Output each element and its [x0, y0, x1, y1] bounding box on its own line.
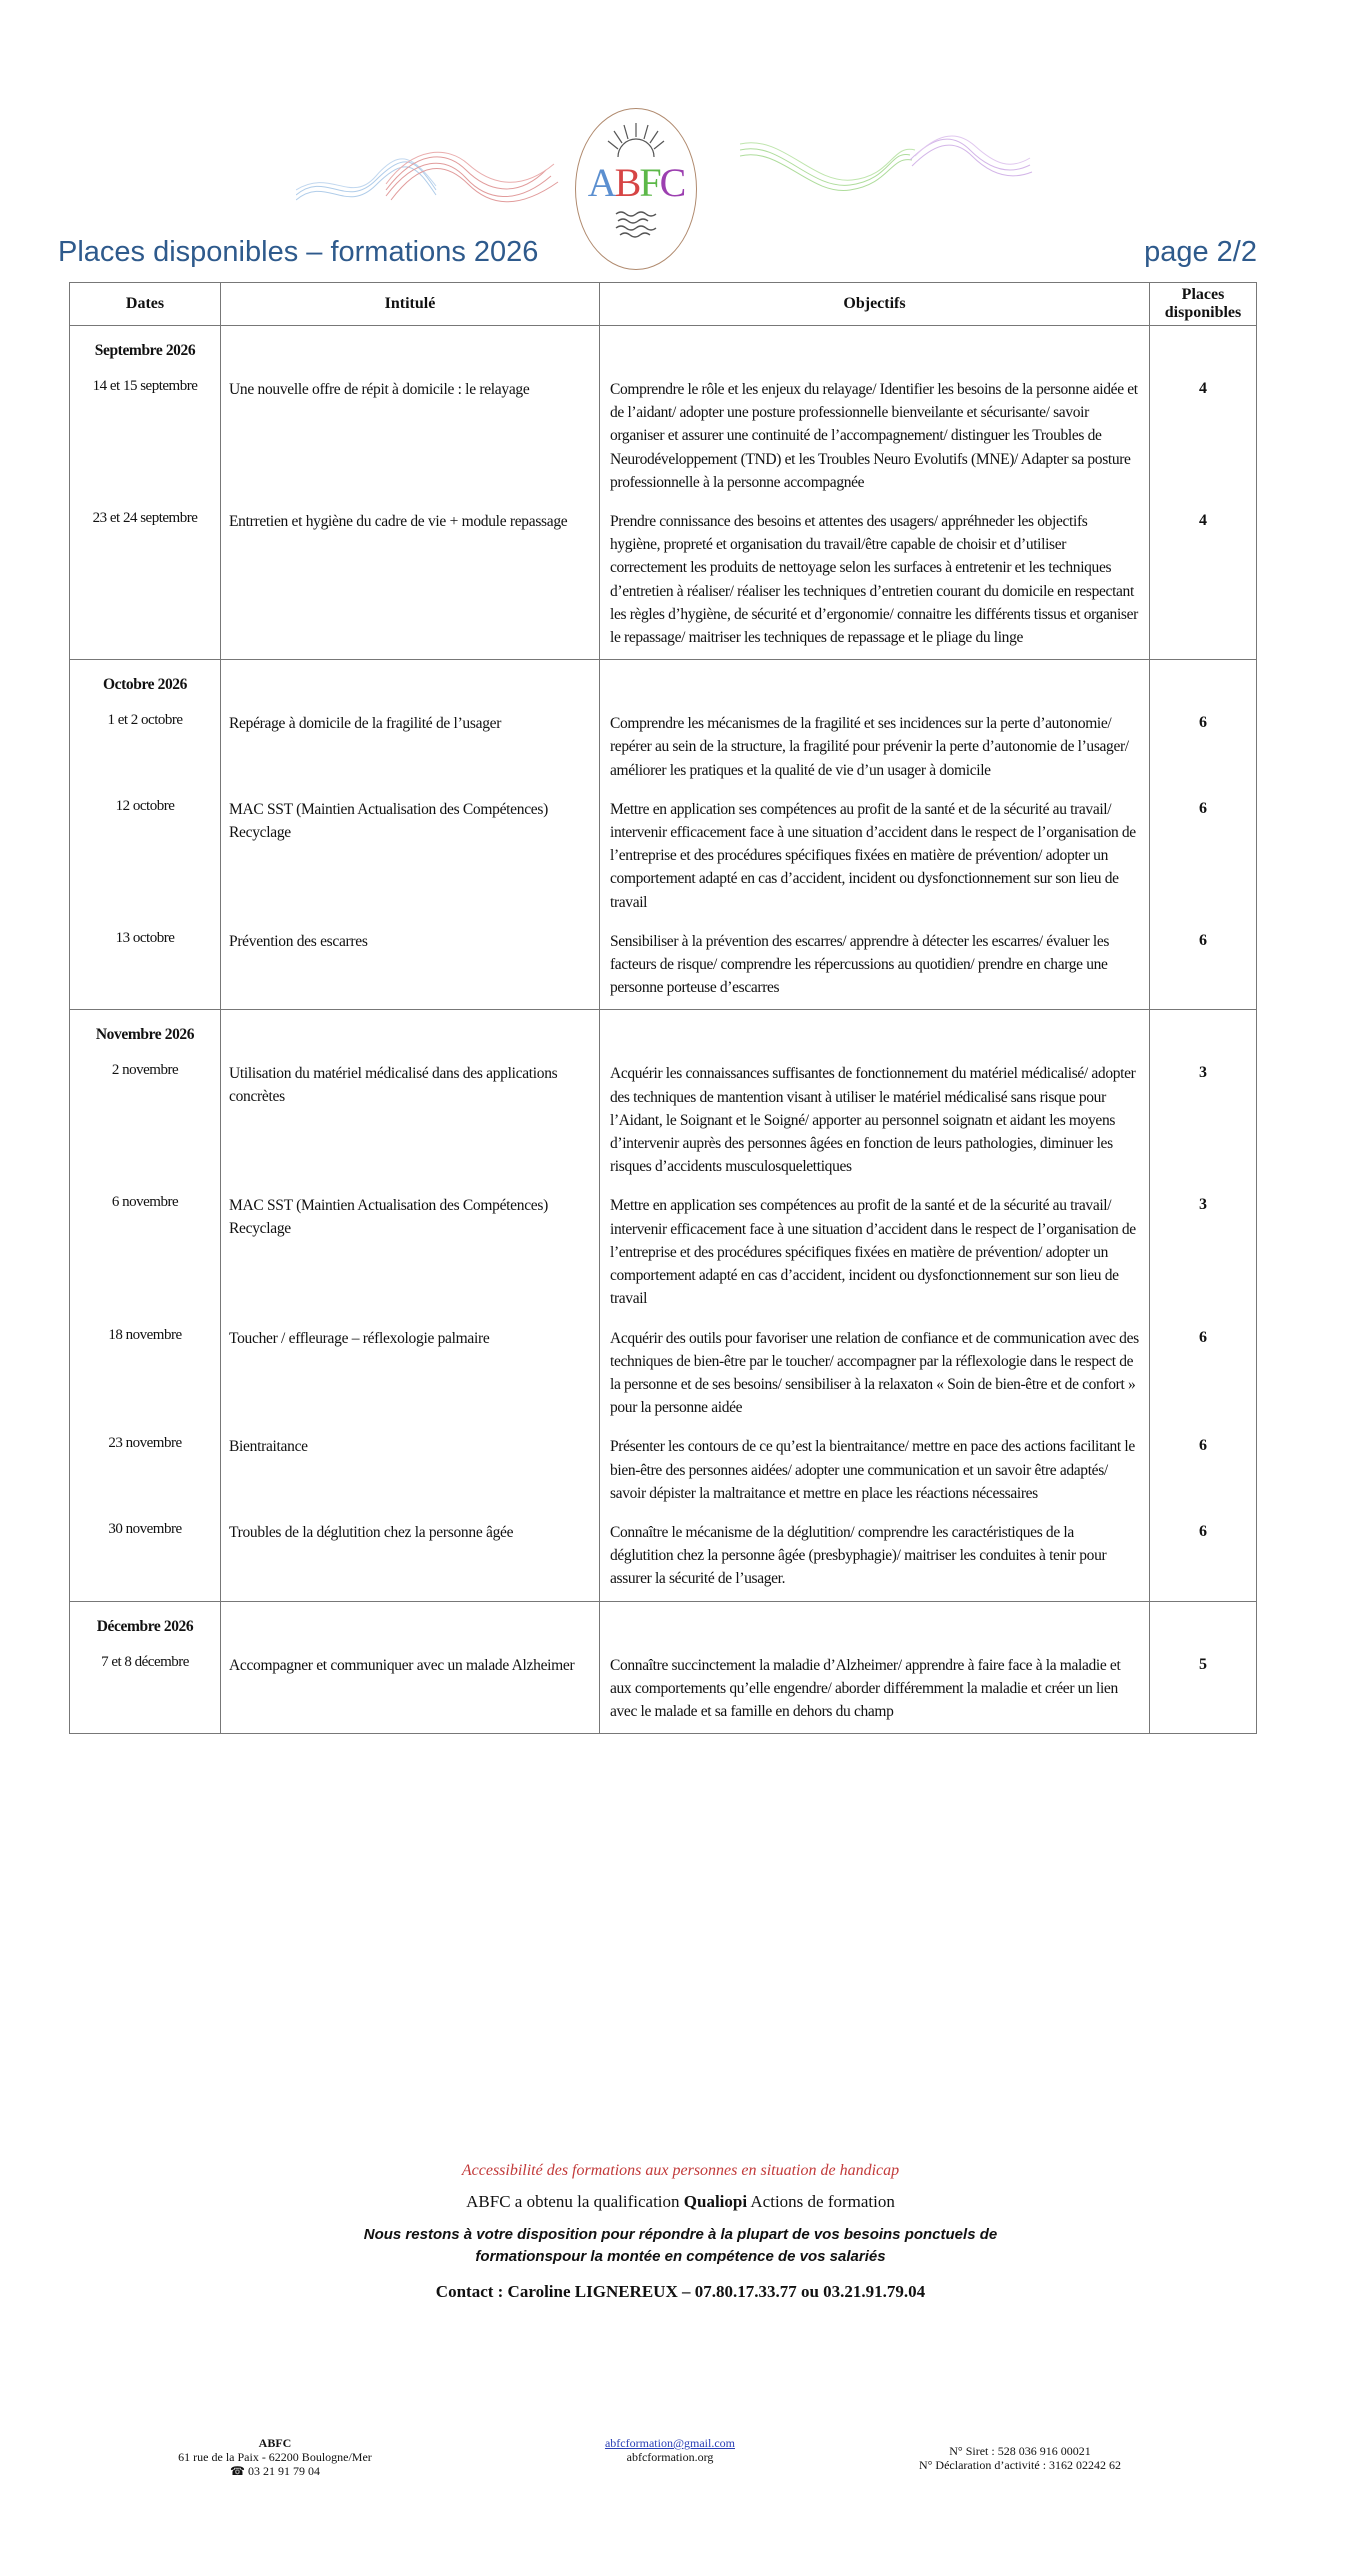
qualiopi-note	[0, 2192, 1361, 2212]
objectifs-cell	[600, 1188, 1150, 1320]
intitule-cell	[221, 372, 600, 504]
available-places: 3	[1199, 1064, 1207, 1082]
footer-email-link[interactable]: abfcformation@gmail.com	[604, 2436, 735, 2450]
places-cell	[1150, 792, 1257, 924]
qualiopi-label: Qualiopi	[683, 2192, 748, 2211]
footer-siret: N° Siret : 528 036 916 00021	[949, 2444, 1091, 2458]
training-title: Prévention des escarres	[229, 932, 368, 950]
disposition-note	[341, 2224, 1021, 2268]
column-header-places: Places disponibles	[1150, 283, 1257, 326]
table-row	[70, 792, 1257, 924]
training-title: Troubles de la déglutition chez la personne âgée	[229, 1523, 514, 1541]
training-objectives: Connaître le mécanisme de la déglutition/ comprendre les caractéristiques de la déglutition chez la personne âgée (presbyphagie)/ maitriser les conduites à tenir pour assurer la sécurité de l’usager.	[610, 1523, 1107, 1588]
training-date: 18 novembre	[108, 1326, 182, 1343]
sun-icon	[606, 123, 666, 157]
intitule-cell	[221, 1429, 600, 1515]
empty-cell	[600, 1601, 1150, 1648]
contact-line: Contact : Caroline LIGNEREUX – 07.80.17.33.77 ou 03.21.91.79.04	[435, 2282, 926, 2301]
column-header-dates: Dates	[70, 283, 221, 326]
training-date: 13 octobre	[115, 929, 175, 946]
intitule-cell	[221, 1056, 600, 1188]
intitule-cell	[221, 792, 600, 924]
available-places: 6	[1199, 714, 1207, 732]
date-cell	[70, 792, 221, 924]
training-date: 1 et 2 octobre	[107, 712, 183, 729]
training-objectives: Acquérir des outils pour favoriser une relation de confiance et de communication avec des techniques de bien-être par le toucher/ accompagner par la réflexologie dans le respect de la personne et de ses besoins/ sensibiliser à la relaxaton « Soin de bien-être et de confort » pour la personne aidée	[610, 1329, 1139, 1417]
month-cell	[70, 660, 221, 707]
places-cell	[1150, 924, 1257, 1010]
footer-declaration: N° Déclaration d’activité : 3162 02242 62	[918, 2458, 1122, 2472]
available-places: 6	[1199, 1328, 1207, 1346]
abfc-logo	[575, 108, 697, 270]
available-places: 6	[1199, 1522, 1207, 1540]
month-cell	[70, 1601, 221, 1648]
date-cell	[70, 1429, 221, 1515]
date-cell	[70, 372, 221, 504]
available-places: 5	[1199, 1655, 1207, 1673]
empty-cell	[600, 660, 1150, 707]
month-label: Septembre 2026	[94, 342, 196, 359]
training-objectives: Mettre en application ses compétences au profit de la santé et de la sécurité au travail/ intervenir efficacement face à une situation d’accident dans le respect de l’organisation de l’entreprise et des procédures spécifiques fixées en matière de prévention/ adopter un comportement adapté en cas d’accident, incident ou dysfonctionnement sur son lieu de travail	[610, 800, 1136, 911]
table-body	[70, 326, 1257, 1734]
available-places: 6	[1199, 931, 1207, 949]
empty-cell	[1150, 660, 1257, 707]
table-row	[70, 924, 1257, 1010]
date-cell	[70, 1056, 221, 1188]
intitule-cell	[221, 1321, 600, 1430]
table-row	[70, 1321, 1257, 1430]
table-row	[70, 1429, 1257, 1515]
places-cell	[1150, 372, 1257, 504]
table-row	[70, 1648, 1257, 1734]
column-header-intitule: Intitulé	[221, 283, 600, 326]
month-label: Octobre 2026	[102, 676, 188, 694]
training-date: 23 novembre	[108, 1435, 182, 1452]
table-row	[70, 372, 1257, 504]
intitule-cell	[221, 706, 600, 792]
table-row	[70, 1515, 1257, 1601]
empty-cell	[221, 1010, 600, 1057]
available-places: 4	[1199, 380, 1207, 397]
month-row	[70, 1010, 1257, 1057]
footer-org-name: ABFC	[258, 2436, 292, 2450]
intitule-cell	[221, 924, 600, 1010]
objectifs-cell	[600, 1056, 1150, 1188]
training-title: Toucher / effleurage – réflexologie palmaire	[229, 1329, 490, 1347]
disposition-text: Nous restons à votre disposition pour répondre à la plupart de vos besoins ponctuels de formationspour la montée en compétence de vos salariés	[363, 2226, 998, 2265]
telephone-icon: ☎	[230, 2464, 245, 2478]
footer-website[interactable]: abfcformation.org	[626, 2450, 714, 2464]
available-places: 3	[1199, 1196, 1207, 1214]
qualiopi-prefix: ABFC a obtenu la qualification	[466, 2192, 680, 2211]
month-row	[70, 660, 1257, 707]
places-cell	[1150, 1188, 1257, 1320]
training-objectives: Prendre connissance des besoins et attentes des usagers/ appréhneder les objectifs hygiène, propreté et organisation du travail/être capable de choisir et d’utiliser correctement les produits de nettoyage selon les surfaces à entretenir et les techniques d’entretien à réaliser/ réaliser les techniques d’entretien courant du domicile en respectant les règles d’hygiène, de sécurité et d’ergonomie/ connaitre les différents tissus et organiser le repassage/ maitriser les techniques de repassage et le pliage du linge	[610, 513, 1138, 647]
date-cell	[70, 1188, 221, 1320]
empty-cell	[221, 1601, 600, 1648]
month-row	[70, 326, 1257, 373]
month-label: Décembre 2026	[96, 1617, 194, 1635]
date-cell	[70, 1515, 221, 1601]
objectifs-cell	[600, 1429, 1150, 1515]
date-cell	[70, 924, 221, 1010]
wave-decoration-left	[296, 140, 566, 210]
date-cell	[70, 1321, 221, 1430]
empty-cell	[1150, 1601, 1257, 1648]
training-objectives: Comprendre le rôle et les enjeux du relayage/ Identifier les besoins de la personne aidée et de l’aidant/ adopter une posture professionnelle bienveilante et sécurisante/ savoir organiser et assurer une continuité de l’accompagnement/ distinguer les Troubles de Neurodéveloppement (TND) et les Troubles Neuro Evolutifs (MNE)/ Adapter sa posture professionnelle à la personne accompagnée	[610, 381, 1138, 491]
places-cell	[1150, 1515, 1257, 1601]
logo-letters: ABFC	[587, 160, 685, 205]
training-date: 14 et 15 septembre	[92, 378, 198, 394]
qualiopi-suffix: Actions de formation	[750, 2192, 895, 2211]
objectifs-cell	[600, 372, 1150, 504]
formations-table	[69, 282, 1257, 1734]
empty-cell	[600, 1010, 1150, 1057]
training-objectives: Présenter les contours de ce qu’est la bientraitance/ mettre en pace des actions facilitant le bien-être des personnes aidées/ adopter une communication et un savoir être adaptés/ savoir dépister la maltraitance et mettre en place les réactions nécessaires	[610, 1438, 1135, 1502]
intitule-cell	[221, 1648, 600, 1734]
objectifs-cell	[600, 504, 1150, 660]
page-number: page 2/2	[1144, 236, 1257, 268]
footer-phone: 03 21 91 79 04	[247, 2464, 320, 2478]
table-row	[70, 504, 1257, 660]
table-row	[70, 706, 1257, 792]
training-title: MAC SST (Maintien Actualisation des Compétences) Recyclage	[229, 800, 548, 841]
empty-cell	[600, 326, 1150, 373]
objectifs-cell	[600, 792, 1150, 924]
training-date: 23 et 24 septembre	[92, 510, 198, 527]
places-cell	[1150, 706, 1257, 792]
date-cell	[70, 1648, 221, 1734]
places-cell	[1150, 1429, 1257, 1515]
training-objectives: Acquérir les connaissances suffisantes de fonctionnement du matériel médicalisé/ adopter des techniques de mantention visant à utiliser le matériel médicalisé sans risque pour l’Aidant, le Soignant et le Soigné/ apporter au personnel soignatn et aidant les moyens d’intervenir auprès des personnes âgées en fonction de leurs pathologies, diminuer les risques d’accidents musculosquelettiques	[610, 1065, 1136, 1176]
training-title: Accompagner et communiquer avec un malade Alzheimer	[229, 1656, 575, 1674]
training-objectives: Mettre en application ses compétences au profit de la santé et de la sécurité au travail/ intervenir efficacement face à une situation d’accident dans le respect de l’organisation de l’entreprise et des procédures spécifiques fixées en matière de prévention/ adopter un comportement adapté en cas d’accident, incident ou dysfonctionnement sur son lieu de travail	[610, 1197, 1136, 1308]
footer-legal-block	[890, 2444, 1150, 2472]
training-objectives: Sensibiliser à la prévention des escarres/ apprendre à détecter les escarres/ évaluer les facteurs de risque/ comprendre les répercussions au quotidien/ prendre en charge une personne porteuse d’escarres	[610, 932, 1110, 997]
training-title: Utilisation du matériel médicalisé dans des applications concrètes	[229, 1065, 558, 1106]
footer-address-block	[150, 2436, 400, 2478]
date-cell	[70, 504, 221, 660]
month-row	[70, 1601, 1257, 1648]
places-cell	[1150, 1321, 1257, 1430]
empty-cell	[1150, 1010, 1257, 1057]
objectifs-cell	[600, 1321, 1150, 1430]
intitule-cell	[221, 1188, 600, 1320]
training-title: Une nouvelle offre de répit à domicile : le relayage	[229, 381, 530, 398]
intitule-cell	[221, 1515, 600, 1601]
available-places: 6	[1199, 1437, 1207, 1455]
intitule-cell	[221, 504, 600, 660]
footer-contact-block	[590, 2436, 750, 2464]
objectifs-cell	[600, 924, 1150, 1010]
table-row	[70, 1188, 1257, 1320]
objectifs-cell	[600, 1515, 1150, 1601]
training-objectives: Connaître succinctement la maladie d’Alzheimer/ apprendre à faire face à la maladie et aux comportements qu’elle engendre/ aborder différemment la maladie et créer un lien avec le malade et sa famille en dehors du champ	[610, 1656, 1121, 1720]
month-cell	[70, 1010, 221, 1057]
training-date: 7 et 8 décembre	[101, 1653, 189, 1670]
empty-cell	[221, 326, 600, 373]
training-title: Entrretien et hygiène du cadre de vie + module repassage	[229, 513, 568, 531]
column-header-objectifs: Objectifs	[600, 283, 1150, 326]
objectifs-cell	[600, 1648, 1150, 1734]
places-cell	[1150, 1056, 1257, 1188]
training-date: 6 novembre	[111, 1194, 179, 1211]
available-places: 6	[1199, 799, 1207, 817]
month-cell	[70, 326, 221, 373]
places-cell	[1150, 504, 1257, 660]
empty-cell	[221, 660, 600, 707]
training-date: 12 octobre	[115, 797, 175, 814]
training-title: Bientraitance	[229, 1438, 308, 1456]
training-date: 30 novembre	[108, 1520, 182, 1537]
page-title: Places disponibles – formations 2026	[58, 236, 539, 268]
footer-phone-line	[150, 2464, 400, 2478]
objectifs-cell	[600, 706, 1150, 792]
date-cell	[70, 706, 221, 792]
available-places: 4	[1199, 512, 1207, 530]
training-title: Repérage à domicile de la fragilité de l’usager	[229, 715, 502, 733]
empty-cell	[1150, 326, 1257, 373]
notes-section	[0, 2162, 1361, 2302]
table-row	[70, 1056, 1257, 1188]
accessibility-note: Accessibilité des formations aux personnes en situation de handicap	[461, 2162, 900, 2179]
water-icon	[614, 209, 658, 239]
training-date: 2 novembre	[111, 1062, 179, 1079]
training-objectives: Comprendre les mécanismes de la fragilité et ses incidences sur la perte d’autonomie/ repérer au sein de la structure, la fragilité pour prévenir la perte d’autonomie de l’usager/ améliorer les pratiques et la qualité de vie d’un usager à domicile	[610, 715, 1129, 779]
places-cell	[1150, 1648, 1257, 1734]
wave-decoration-right	[740, 130, 1040, 200]
training-title: MAC SST (Maintien Actualisation des Compétences) Recyclage	[229, 1197, 548, 1238]
footer-address: 61 rue de la Paix - 62200 Boulogne/Mer	[178, 2450, 372, 2464]
table-header-row	[70, 283, 1257, 326]
month-label: Novembre 2026	[95, 1026, 195, 1044]
